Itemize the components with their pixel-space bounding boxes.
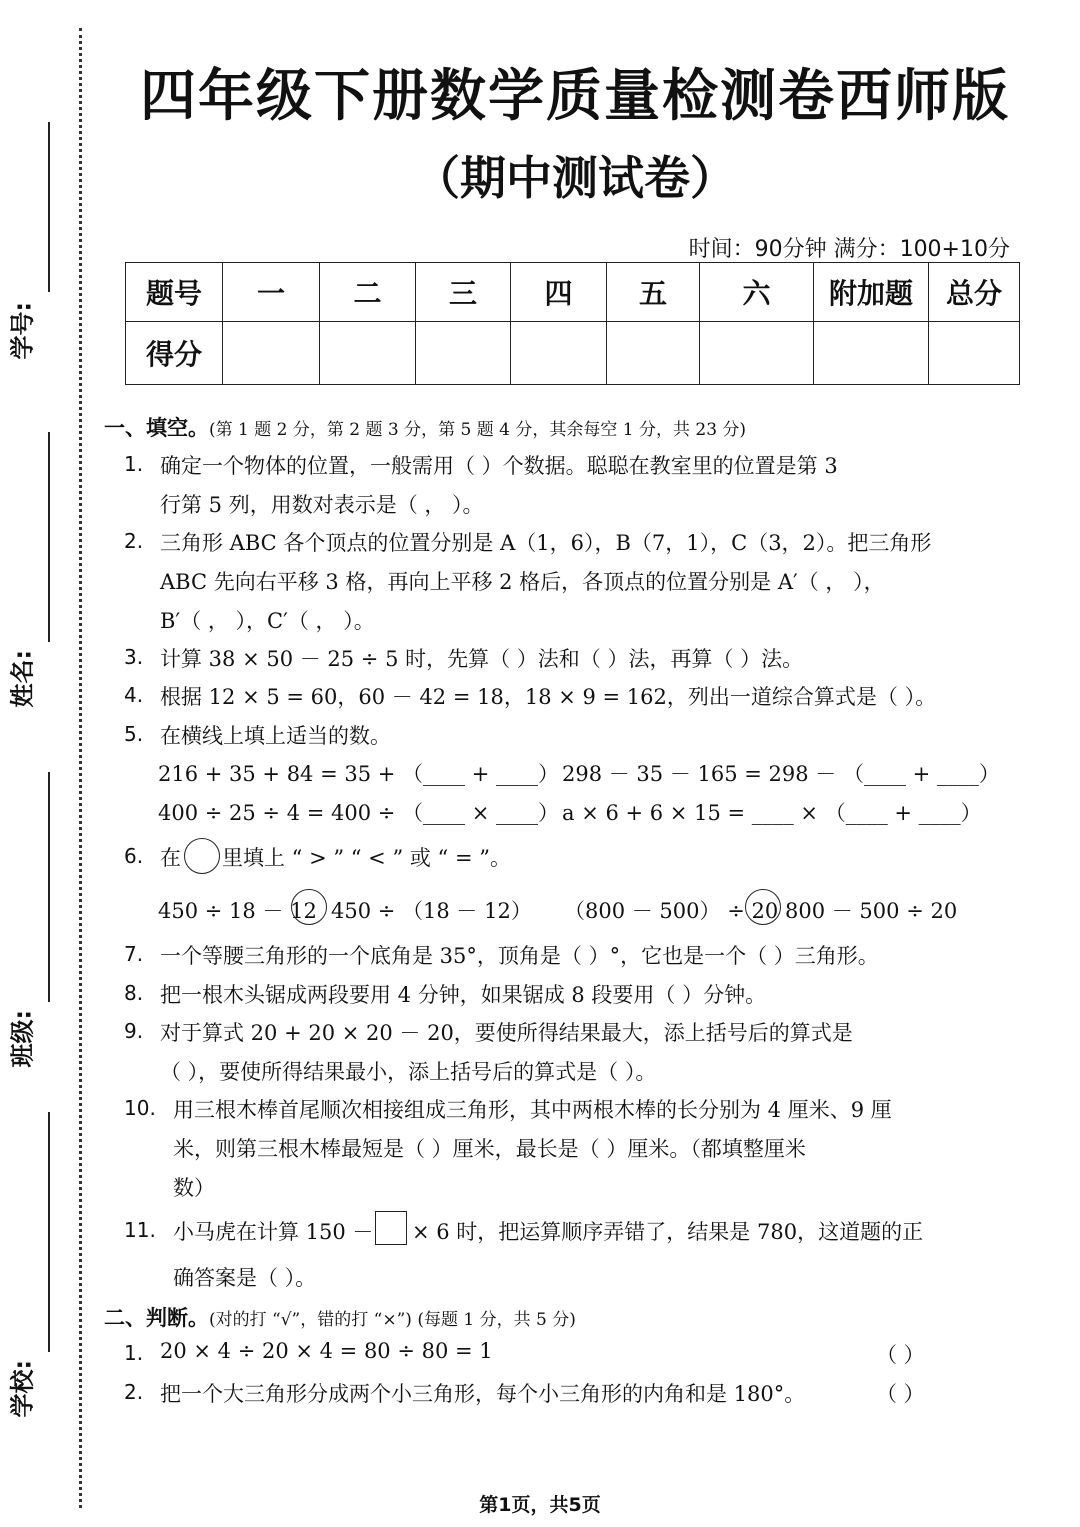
score-cell[interactable] [511, 322, 607, 385]
q4-line1: 根据 12 × 5 = 60，60 － 42 = 18，18 × 9 = 162，列出一道综合算式是（ ）。 [160, 685, 937, 709]
q10-line1: 用三根木棒首尾顺次相接组成三角形，其中两根木棒的长分别为 4 厘米、9 厘 [173, 1098, 892, 1122]
q5-expr-c: 400 ÷ 25 ÷ 4 = 400 ÷ （____ × ____） [158, 801, 559, 825]
q1-line2: 行第 5 列，用数对表示是（ ， ）。 [160, 493, 484, 517]
q2-line3: B′（ ， ），C′（ ， ）。 [160, 609, 375, 633]
q6-pre: 在 [160, 846, 181, 870]
q2-line2: ABC 先向右平移 3 格，再向上平移 2 格后，各顶点的位置分别是 A′（ ， ）， [160, 570, 885, 594]
q5-expr-b: 298 － 35 － 165 = 298 － （____ + ____） [562, 762, 1000, 786]
q1-line1: 确定一个物体的位置，一般需用（ ）个数据。聪聪在教室里的位置是第 3 [160, 454, 838, 478]
j1-answer-paren[interactable]: （ ） [876, 1343, 925, 1367]
q6-post: 里填上 “ > ” “ < ” 或 “ = ”。 [222, 846, 511, 870]
score-header-cell: 总分 [929, 263, 1020, 322]
page-subtitle: （期中测试卷） [414, 151, 736, 205]
q5-line1: 在横线上填上适当的数。 [160, 724, 391, 748]
score-header-cell: 二 [320, 263, 416, 322]
section1-note: (第 1 题 2 分，第 2 题 3 分，第 5 题 4 分，其余每空 1 分，共 23 分) [209, 420, 747, 440]
page-title: 四年级下册数学质量检测卷西师版 [140, 64, 1010, 129]
q10-line2: 米，则第三根木棒最短是（ ）厘米，最长是（ ）厘米。（都填整厘米 [173, 1137, 806, 1161]
score-header-cell: 附加题 [814, 263, 929, 322]
answer-box[interactable] [375, 1211, 407, 1245]
q5-number: 5. [124, 722, 144, 746]
q6-expr-b2: 800 － 500 ÷ 20 [785, 899, 958, 923]
q6-number: 6. [124, 844, 144, 868]
compare-circle[interactable] [184, 838, 220, 874]
q6-expr-b1: （800 － 500） ÷ 20 [564, 899, 779, 923]
section2-title: 二、判断。 [104, 1306, 209, 1330]
q9-line2: （ ），要使所得结果最小，添上括号后的算式是（ ）。 [160, 1060, 657, 1084]
q2-number: 2. [124, 529, 144, 553]
q3-number: 3. [124, 645, 144, 669]
class-label: 班级: [8, 1009, 37, 1068]
q7-line1: 一个等腰三角形的一个底角是 35°，顶角是（ ）°，它也是一个（ ）三角形。 [160, 944, 879, 968]
q9-number: 9. [124, 1019, 144, 1043]
score-cell[interactable] [320, 322, 416, 385]
section2-note: (对的打 “√”，错的打 “×”) (每题 1 分，共 5 分) [209, 1310, 576, 1330]
q5-expr-a: 216 + 35 + 84 = 35 + （____ + ____） [158, 762, 559, 786]
q7-number: 7. [124, 942, 144, 966]
section1-title: 一、填空。 [104, 416, 209, 440]
q2-line1: 三角形 ABC 各个顶点的位置分别是 A（1，6），B（7，1），C（3，2）。把三角形 [160, 531, 932, 555]
compare-circle-b[interactable] [745, 889, 781, 925]
score-header-cell: 四 [511, 263, 607, 322]
q8-line1: 把一根木头锯成两段要用 4 分钟，如果锯成 8 段要用（ ）分钟。 [160, 983, 767, 1007]
time-info: 时间：90分钟 满分：100+10分 [688, 237, 1010, 262]
q11-line2: 确答案是（ ）。 [173, 1266, 317, 1290]
score-header-cell: 三 [416, 263, 511, 322]
score-header-cell: 题号 [126, 263, 223, 322]
school-line[interactable] [48, 1112, 50, 1352]
cut-line [79, 28, 82, 1508]
name-line[interactable] [48, 432, 50, 642]
q9-line1: 对于算式 20 + 20 × 20 － 20，要使所得结果最大，添上括号后的算式是 [160, 1021, 853, 1045]
student-id-line[interactable] [48, 122, 50, 292]
j2-answer-paren[interactable]: （ ） [876, 1382, 925, 1406]
q10-line3: 数） [173, 1176, 215, 1200]
q11-post: × 6 时，把运算顺序弄错了，结果是 780，这道题的正 [412, 1220, 924, 1244]
q11-pre: 小马虎在计算 150 － [173, 1220, 374, 1244]
q6-expr-a2: 450 ÷ （18 － 12） [331, 899, 532, 923]
q11-number: 11. [124, 1218, 156, 1242]
j1-text: 20 × 4 ÷ 20 × 4 = 80 ÷ 80 = 1 [160, 1339, 493, 1363]
score-cell[interactable] [607, 322, 700, 385]
j2-number: 2. [124, 1380, 144, 1404]
school-label: 学校: [8, 1359, 37, 1418]
score-cell[interactable] [929, 322, 1020, 385]
j1-number: 1. [124, 1341, 144, 1365]
score-cell[interactable] [416, 322, 511, 385]
section2-heading [104, 1302, 576, 1332]
score-row-label: 得分 [126, 322, 223, 385]
q1-number: 1. [124, 452, 144, 476]
q3-line1: 计算 38 × 50 － 25 ÷ 5 时，先算（ ）法和（ ）法，再算（ ）法。 [160, 647, 804, 671]
class-line[interactable] [48, 772, 50, 1002]
compare-circle-a[interactable] [291, 889, 327, 925]
page-footer: 第1页，共5页 [479, 1494, 601, 1516]
score-table [125, 262, 1020, 385]
q10-number: 10. [124, 1096, 156, 1120]
student-id-label: 学号: [8, 301, 37, 360]
score-header-cell: 五 [607, 263, 700, 322]
score-cell[interactable] [223, 322, 320, 385]
q4-number: 4. [124, 683, 144, 707]
q6-expr-a1: 450 ÷ 18 － 12 [158, 899, 317, 923]
q5-expr-d: a × 6 + 6 × 15 = ____ × （____ + ____） [562, 801, 982, 825]
j2-text: 把一个大三角形分成两个小三角形，每个小三角形的内角和是 180°。 [160, 1382, 806, 1406]
q8-number: 8. [124, 981, 144, 1005]
name-label: 姓名: [8, 649, 37, 708]
score-header-cell: 一 [223, 263, 320, 322]
score-cell[interactable] [700, 322, 814, 385]
section1-heading [104, 412, 746, 442]
score-cell[interactable] [814, 322, 929, 385]
score-header-cell: 六 [700, 263, 814, 322]
